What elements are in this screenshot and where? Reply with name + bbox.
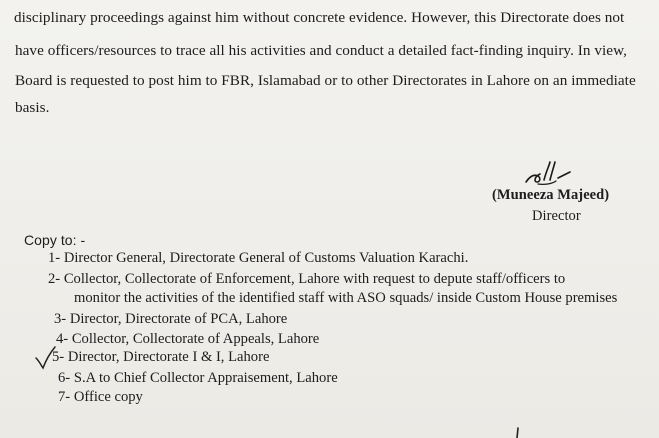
copy-list-text: Office copy [73, 389, 143, 405]
handwritten-tick-mark-icon [33, 345, 59, 371]
signatory-name: (Muneeza Majeed) [492, 187, 610, 203]
copy-list-number: 4- [56, 331, 69, 347]
copy-to-heading: Copy to: - [24, 232, 86, 248]
copy-list-number: 1- [48, 250, 61, 266]
copy-list-number: 3- [54, 311, 67, 327]
copy-list-item [58, 389, 143, 406]
handwritten-signature [522, 158, 584, 188]
copy-list-item [54, 311, 287, 328]
copy-list-item [48, 250, 468, 267]
copy-list-text: Director General, Directorate General of Customs Valuation Karachi. [63, 250, 469, 266]
copy-list-text: Director, Directorate of PCA, Lahore [69, 311, 288, 327]
copy-list-item [58, 370, 338, 387]
copy-list-item-continuation [74, 290, 617, 307]
copy-list-number: 5- [52, 349, 65, 365]
copy-list-text: Collector, Collectorate of Enforcement, Lahore with request to depute staff/officers to [63, 271, 566, 287]
copy-list-item [48, 271, 565, 288]
pen-stroke-mark [512, 427, 522, 438]
copy-list-number: 6- [58, 370, 71, 386]
copy-list-item [56, 331, 319, 348]
copy-list-item [52, 349, 269, 366]
copy-list-text: S.A to Chief Collector Appraisement, Lahore [73, 370, 338, 386]
body-text-line-4: basis. [15, 99, 50, 116]
body-text-line-1: disciplinary proceedings against him without concrete evidence. However, this Directorate does not [14, 9, 625, 26]
copy-list-number: 7- [58, 389, 71, 405]
copy-list-text: Collector, Collectorate of Appeals, Lahore [71, 331, 320, 347]
body-text-line-2: have officers/resources to trace all his activities and conduct a detailed fact-finding inquiry. In view, [15, 42, 627, 59]
copy-list-text: monitor the activities of the identified staff with ASO squads/ inside Custom House premises [74, 290, 618, 306]
signatory-title: Director [532, 208, 581, 224]
copy-list-text: Director, Directorate I & I, Lahore [67, 349, 270, 365]
body-text-line-3: Board is requested to post him to FBR, Islamabad or to other Directorates in Lahore on an immediate [15, 72, 636, 89]
copy-list-number: 2- [48, 271, 61, 287]
